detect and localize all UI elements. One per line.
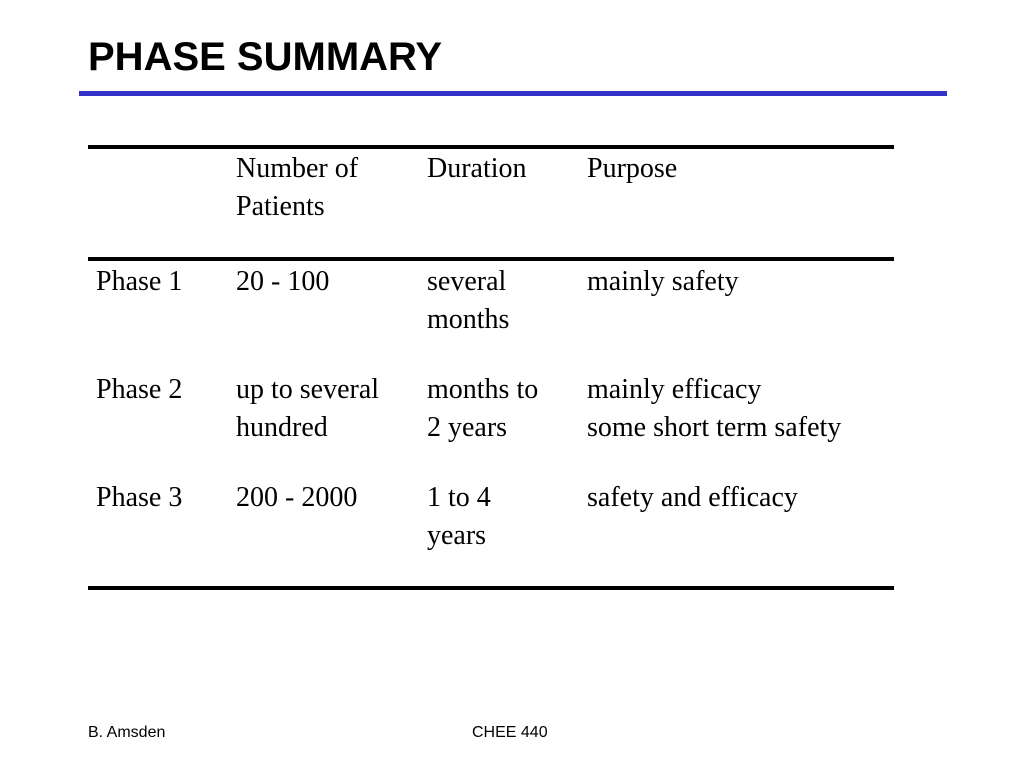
duration-cell: 1 to 4 years <box>427 482 491 551</box>
footer-author: B. Amsden <box>88 724 166 741</box>
phase-label: Phase 3 <box>96 482 183 513</box>
title-underline <box>79 91 947 96</box>
patients-cell: 200 - 2000 <box>236 482 358 513</box>
table-bottom-rule <box>88 586 894 590</box>
duration-cell: months to 2 years <box>427 374 539 443</box>
header-cell-duration: Duration <box>427 153 527 184</box>
phase-label: Phase 1 <box>96 266 183 297</box>
purpose-cell: mainly efficacy some short term safety <box>587 374 842 443</box>
duration-cell: several months <box>427 266 510 335</box>
header-cell-number-of-patients: Number of Patients <box>236 153 359 222</box>
purpose-cell: mainly safety <box>587 266 739 297</box>
patients-cell: up to several hundred <box>236 374 380 443</box>
slide-title: PHASE SUMMARY <box>88 35 443 79</box>
patients-cell: 20 - 100 <box>236 266 330 297</box>
phase-label: Phase 2 <box>96 374 183 405</box>
table-header-rule <box>88 257 894 261</box>
purpose-cell: safety and efficacy <box>587 482 798 513</box>
table-top-rule <box>88 145 894 149</box>
header-cell-purpose: Purpose <box>587 153 678 184</box>
footer-course: CHEE 440 <box>472 724 548 741</box>
